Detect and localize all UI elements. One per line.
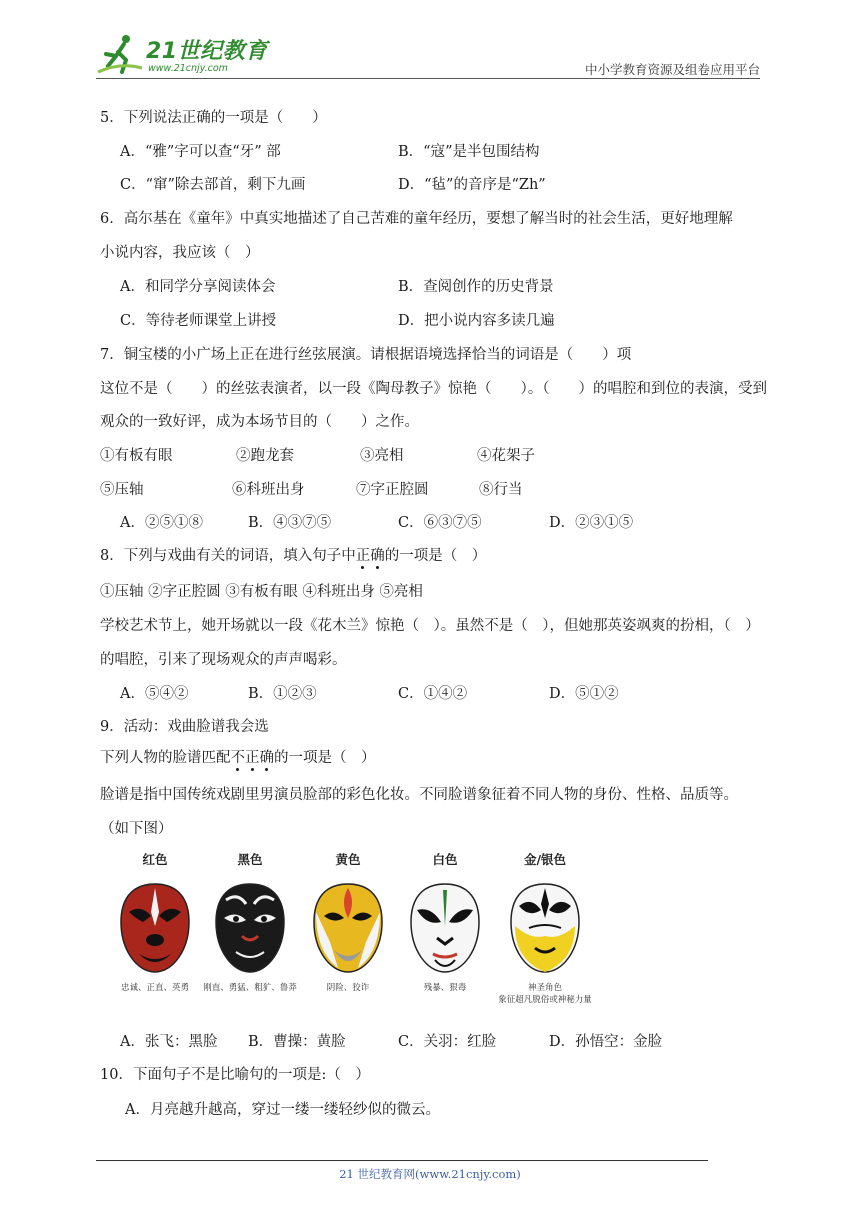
- emphasis-char: 不: [230, 750, 245, 766]
- q7-option-c: C．⑥③⑦⑤: [398, 515, 482, 531]
- q9-text-line2: （如下图）: [100, 821, 173, 837]
- mask-color-label: 黑色: [237, 852, 263, 867]
- q7-text-line1: 这位不是（ ）的丝弦表演者，以一段《陶母教子》惊艳（ ）。（ ）的唱腔和到位的表演，受到: [100, 381, 767, 397]
- yellow-face-mask-icon: [310, 882, 386, 974]
- q7-word: ⑥科班出身: [232, 482, 305, 498]
- emphasis-char: 正: [245, 750, 260, 766]
- q7-word: ①有板有眼: [100, 448, 173, 464]
- mask-desc-line: 神圣角色: [527, 983, 562, 993]
- q7-text-line2: 观众的一致好评，成为本场节目的（ ）之作。: [100, 414, 419, 430]
- mask-desc: 忠诚、正直、英勇: [120, 983, 189, 993]
- q8-text-line2: 的唱腔，引来了现场观众的声声喝彩。: [100, 652, 347, 668]
- footer-divider: [96, 1160, 708, 1161]
- q10-stem: 10．下面句子不是比喻句的一项是:（ ）: [100, 1067, 370, 1083]
- q9-option-b: B．曹操：黄脸: [248, 1034, 346, 1050]
- q6-option-b: B．查阅创作的历史背景: [398, 279, 554, 295]
- q9-option-c: C．关羽：红脸: [398, 1034, 497, 1050]
- q7-word: ⑦字正腔圆: [356, 482, 429, 498]
- mask-gold: [490, 850, 600, 1006]
- logo: [96, 32, 271, 76]
- opera-mask-figure: [100, 850, 610, 1020]
- mask-desc: 残暴、狠毒: [423, 983, 467, 993]
- q9-option-a: A．张飞：黑脸: [120, 1034, 218, 1050]
- q8-text-line1: 学校艺术节上，她开场就以一段《花木兰》惊艳（ ）。虽然不是（ ），但她那英姿飒爽的扮相，（ ）: [100, 618, 760, 634]
- page-footer: 21 世纪教育网(www.21cnjy.com): [339, 1167, 521, 1181]
- mask-color-label: 白色: [432, 852, 458, 867]
- q7-stem: 7．铜宝楼的小广场上正在进行丝弦展演。请根据语境选择恰当的词语是（ ）项: [100, 347, 632, 363]
- mask-white: [395, 850, 495, 994]
- platform-name: 中小学教育资源及组卷应用平台: [584, 62, 760, 77]
- runner-logo-icon: [96, 32, 144, 76]
- q9-stem-text: 下列人物的脸谱匹配: [100, 750, 231, 766]
- q8-option-b: B．①②③: [248, 686, 317, 702]
- q9-stem-text: 的一项是（ ）: [274, 750, 376, 766]
- emphasis-char: 确: [370, 548, 385, 564]
- q9-option-d: D．孙悟空：金脸: [549, 1034, 663, 1050]
- q6-option-a: A．和同学分享阅读体会: [120, 279, 276, 295]
- q9-title: 9．活动：戏曲脸谱我会选: [100, 719, 269, 735]
- page-header: [96, 28, 760, 80]
- mask-desc: [490, 982, 600, 1006]
- q5-option-d: D．“毡”的音序是“Zh”: [398, 177, 546, 193]
- q5-option-a: A．“雅”字可以查“牙” 部: [120, 144, 281, 160]
- q8-option-c: C．①④②: [398, 686, 468, 702]
- emphasis-char: 确: [259, 750, 274, 766]
- q6-option-d: D．把小说内容多读几遍: [398, 313, 555, 329]
- logo-url: www.21cnjy.com: [148, 63, 228, 74]
- q7-word: ④花架子: [477, 448, 535, 464]
- q7-option-d: D．②③①⑤: [549, 515, 634, 531]
- red-face-mask-icon: [117, 882, 193, 974]
- q7-option-a: A．②⑤①⑧: [120, 515, 203, 531]
- q10-option-a: A．月亮越升越高，穿过一缕一缕轻纱似的微云。: [125, 1102, 440, 1118]
- q6-stem-line1: 6．高尔基在《童年》中真实地描述了自己苦难的童年经历，要想了解当时的社会生活，更好地理解: [100, 211, 733, 227]
- logo-text: 21世纪教育: [146, 39, 268, 64]
- q8-words: ①压轴 ②字正腔圆 ③有板有眼 ④科班出身 ⑤亮相: [100, 584, 423, 600]
- emphasis-char: 正: [355, 548, 371, 564]
- mask-desc: 刚直、勇猛、粗犷、鲁莽: [203, 983, 297, 993]
- mask-color-label: 黄色: [335, 852, 361, 867]
- mask-black: [200, 850, 300, 994]
- q8-stem: [100, 544, 486, 565]
- mask-desc: 阴险、狡诈: [326, 983, 370, 993]
- q7-word: ⑤压轴: [100, 482, 144, 498]
- q9-stem: [100, 746, 376, 767]
- q7-word: ③亮相: [360, 448, 404, 464]
- q7-word: ⑧行当: [479, 482, 523, 498]
- mask-color-label: 红色: [142, 852, 168, 867]
- q7-word: ②跑龙套: [236, 448, 294, 464]
- q7-option-b: B．④③⑦⑤: [248, 515, 332, 531]
- white-face-mask-icon: [407, 882, 483, 974]
- mask-red: [105, 850, 205, 994]
- q6-stem-line2: 小说内容，我应该（ ）: [100, 245, 260, 261]
- q8-stem-text: 的一项是（ ）: [384, 548, 487, 564]
- mask-yellow: [298, 850, 398, 994]
- gold-face-mask-icon: [507, 882, 583, 974]
- q5-stem: 5．下列说法正确的一项是（ ）: [100, 110, 327, 126]
- q5-option-b: B．“寇”是半包围结构: [398, 144, 540, 160]
- mask-color-label: 金/银色: [523, 852, 567, 867]
- mask-desc-line: 象征超凡脱俗或神秘力量: [498, 995, 592, 1005]
- q8-option-d: D．⑤①②: [549, 686, 619, 702]
- q5-option-c: C．“窜”除去部首，剩下九画: [120, 177, 306, 193]
- q9-text-line1: 脸谱是指中国传统戏剧里男演员脸部的彩色化妆。不同脸谱象征着不同人物的身份、性格、品质等。: [100, 787, 738, 803]
- q8-stem-text: 8．下列与戏曲有关的词语，填入句子中: [100, 548, 356, 564]
- black-face-mask-icon: [212, 882, 288, 974]
- header-divider: [96, 78, 760, 79]
- q8-option-a: A．⑤④②: [120, 686, 189, 702]
- q6-option-c: C．等待老师课堂上讲授: [120, 313, 277, 329]
